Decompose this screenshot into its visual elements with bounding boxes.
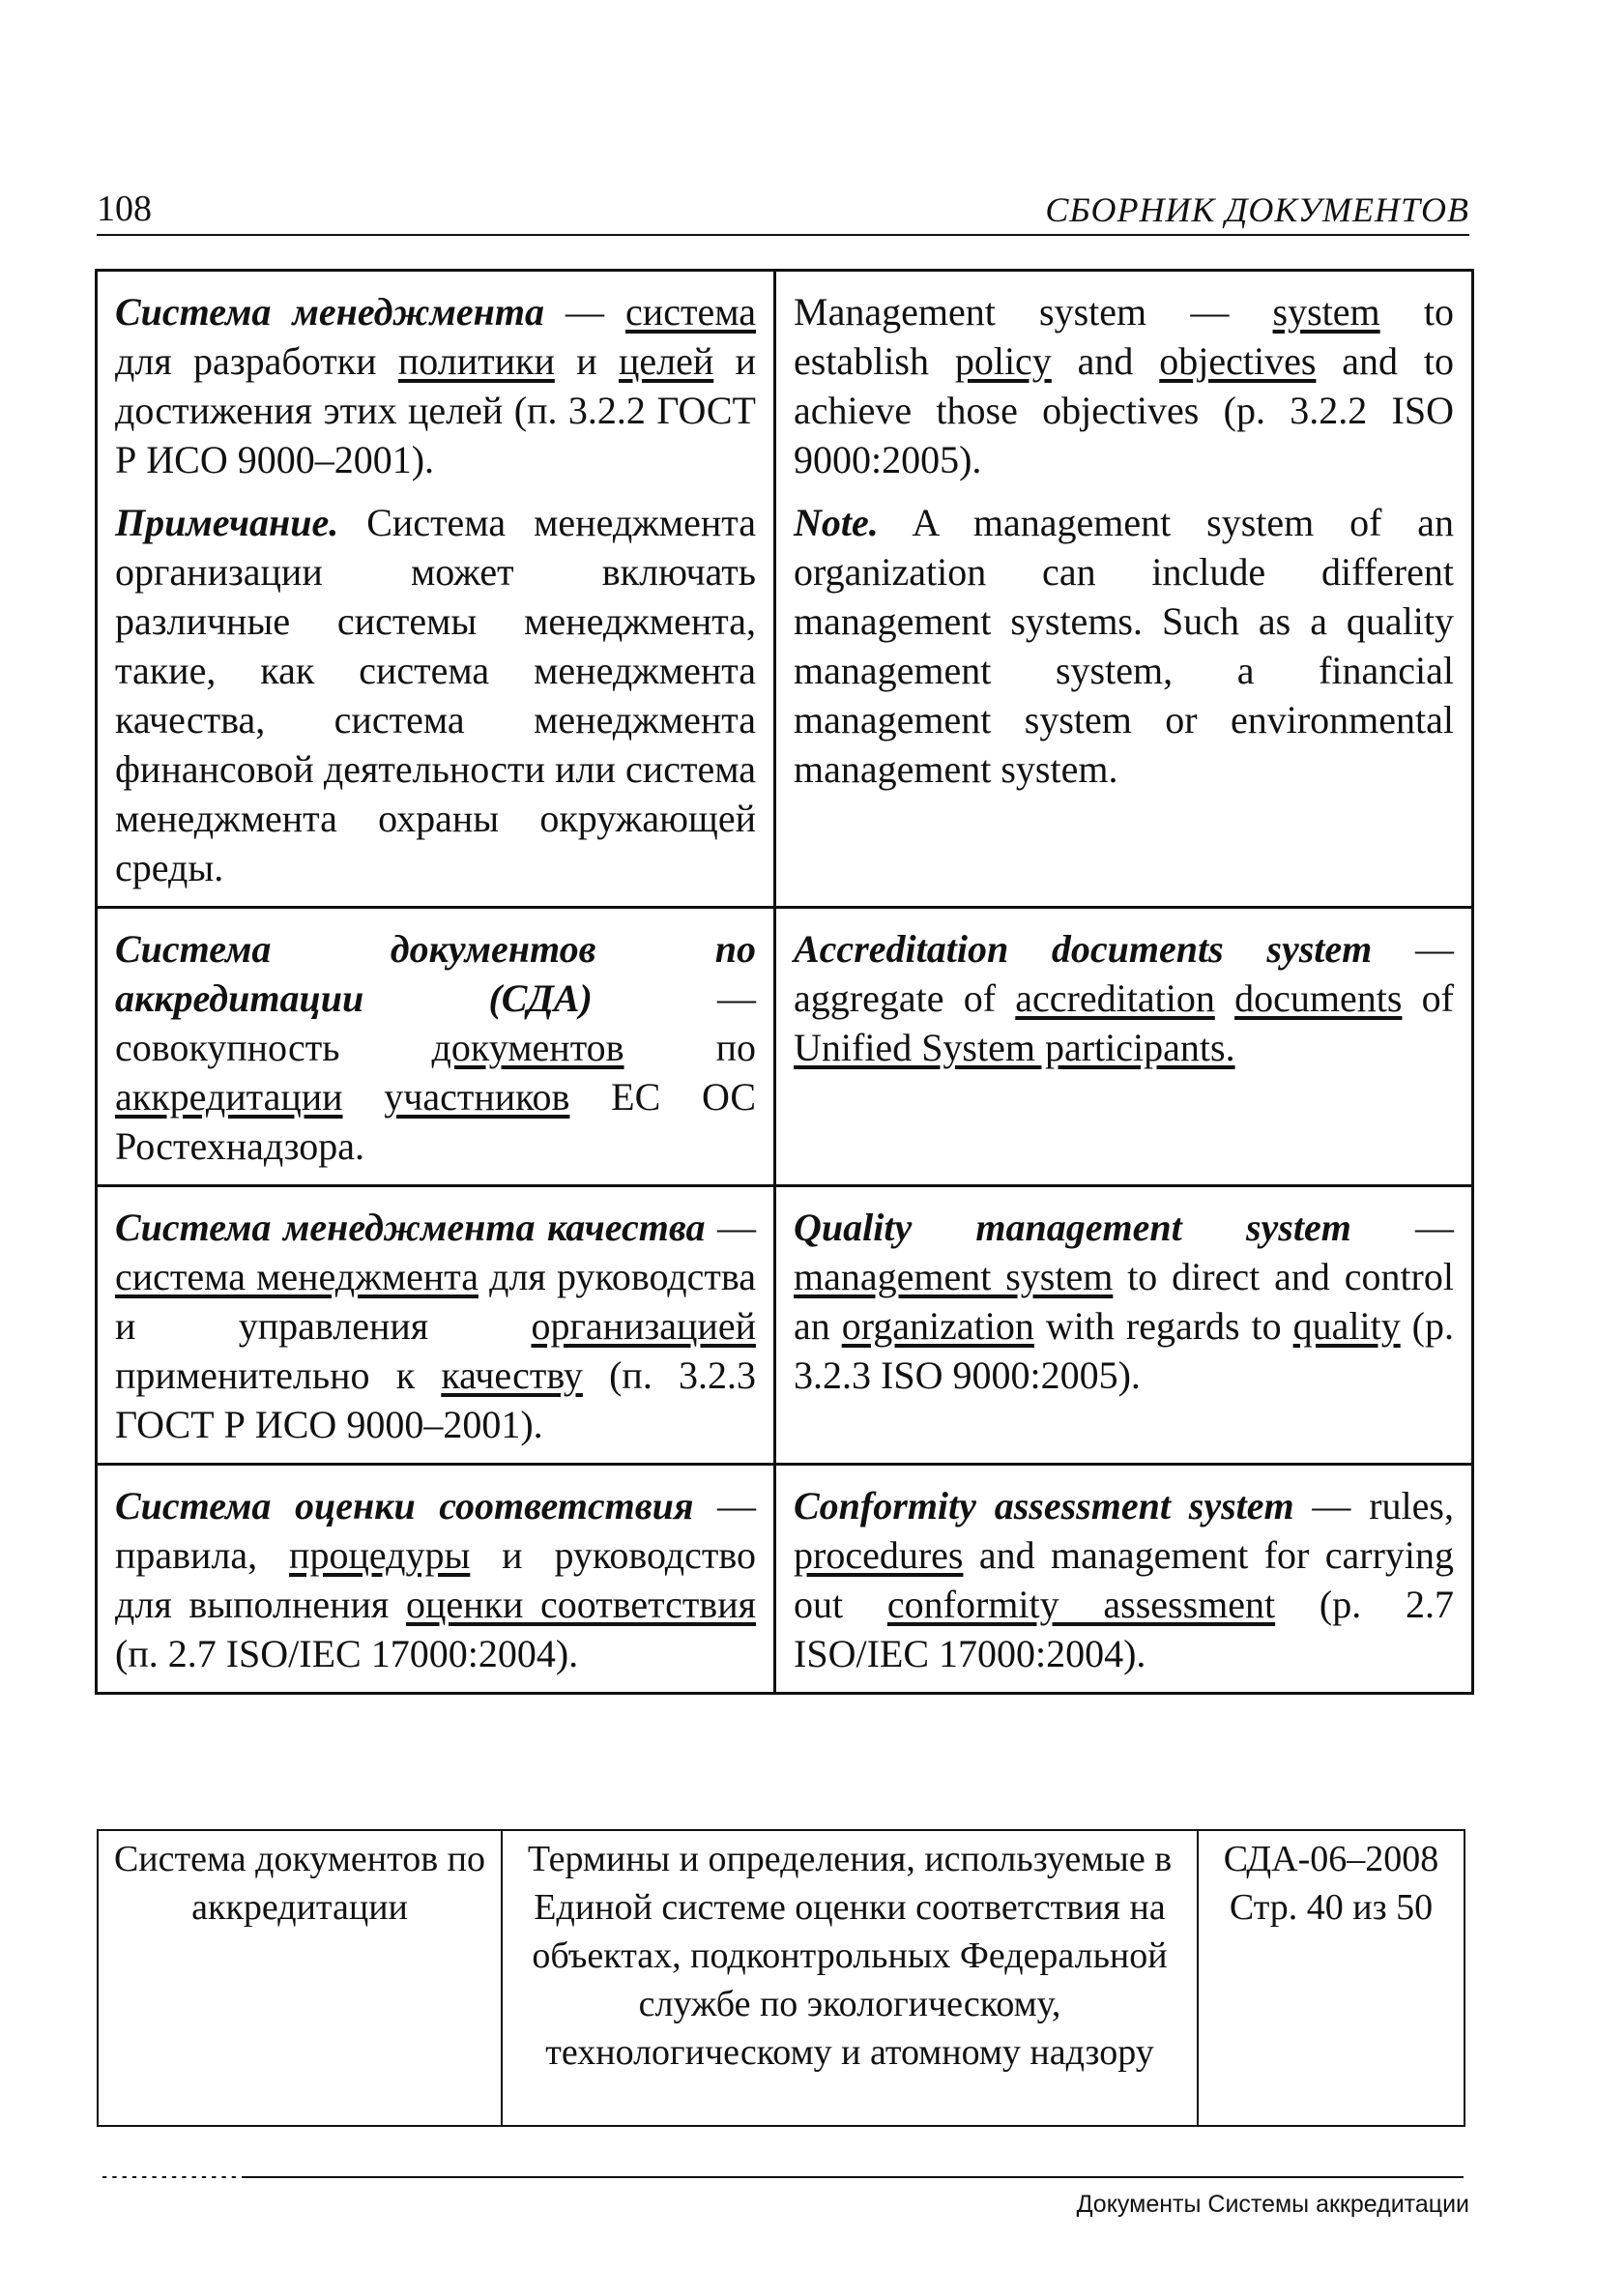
definition-text — [343, 1075, 385, 1119]
definition-text — [1215, 976, 1234, 1020]
term-reference: процедуры — [289, 1533, 471, 1577]
table-row — [97, 271, 1473, 499]
term-reference: conformity assessment — [886, 1583, 1276, 1626]
term-reference: objectives — [1159, 339, 1317, 383]
term-note-ru — [115, 498, 756, 892]
definition-text: — — [543, 290, 626, 334]
definition-text: Система менеджмента организации может включать различные системы менеджмента, такие, как система менеджмента качества, система менеджмента финансовой деятельности или система менеджмента охраны окружающей среды. — [115, 501, 756, 889]
definition-text: — aggregate of — [794, 927, 1455, 1020]
term-name: Система менеджмента качества — [115, 1206, 706, 1249]
definition-text: ЕС ОС Ростехнадзора. — [115, 1075, 756, 1168]
definition-text: — — [705, 1206, 757, 1249]
term-definition-ru — [115, 287, 756, 484]
definition-text: (p. 3.2.3 ISO 9000:2005). — [794, 1304, 1454, 1397]
definition-text: Management system — — [794, 290, 1273, 334]
definition-text: и руководство для выполнения — [115, 1533, 756, 1626]
term-reference: организацией — [531, 1304, 756, 1348]
term-reference: quality — [1292, 1304, 1401, 1348]
definition-text: для разработки — [115, 339, 398, 383]
doc-code-cell — [1198, 1830, 1464, 2126]
term-name: Accreditation documents system — [794, 927, 1373, 971]
definition-text: по — [624, 1026, 756, 1069]
definition-text: и — [554, 339, 619, 383]
term-reference: organization — [841, 1304, 1034, 1348]
term-reference: система — [625, 290, 756, 334]
bottom-caption: Документы Системы аккредитации — [1076, 2191, 1469, 2218]
definition-text: — rules, — [1293, 1484, 1454, 1527]
term-definition-ru — [115, 1203, 756, 1449]
term-reference: целей — [618, 339, 714, 383]
term-name: Система документов по аккредитации (СДА) — [115, 927, 756, 1020]
term-cell-ru — [97, 271, 775, 499]
term-reference: система менеджмента — [115, 1255, 478, 1298]
definition-text: применительно к — [115, 1353, 442, 1397]
term-reference: аккредитации — [115, 1075, 343, 1119]
term-reference: оценки соответствия — [405, 1583, 756, 1626]
term-reference: политики — [397, 339, 555, 383]
term-reference: accreditation — [1015, 976, 1215, 1020]
document-title: Термины и определения, используемые в Единой системе оценки соответствия на объектах, подконтрольных Федеральной службе по экологическому, технологическому и атомному надзору — [527, 1839, 1173, 2073]
term-definition-en — [794, 1481, 1454, 1678]
term-reference: Unified System participants. — [794, 1026, 1235, 1069]
definition-text: and to achieve those objectives (p. 3.2.2 ISO 9000:2005). — [794, 339, 1454, 481]
term-reference: policy — [954, 339, 1052, 383]
term-name: Conformity assessment system — [794, 1484, 1294, 1527]
term-cell-en — [775, 1465, 1473, 1694]
document-title-cell — [502, 1830, 1198, 2126]
definition-text: to establish — [794, 290, 1454, 383]
note-label: Note. — [794, 501, 879, 544]
definition-text: and management for carrying out — [794, 1533, 1454, 1626]
bottom-rule — [97, 2176, 1464, 2178]
definition-text: A management system of an organization can include different management systems. Such as a quality management system, a financial management system or environmental management system. — [794, 501, 1454, 791]
definition-text: (п. 3.2.3 ГОСТ Р ИСО 9000–2001). — [115, 1353, 756, 1446]
page-number: 108 — [97, 189, 152, 229]
system-name-cell — [98, 1830, 502, 2126]
term-definition-ru — [115, 924, 756, 1171]
term-name: Quality management system — [794, 1206, 1351, 1249]
definition-text: (p. 2.7 ISO/IEC 17000:2004). — [794, 1583, 1454, 1675]
term-definition-en — [794, 287, 1454, 484]
page-info: Стр. 40 из 50 — [1229, 1887, 1434, 1928]
bottom-rule-gap — [97, 2176, 242, 2178]
table-row — [97, 1465, 1473, 1694]
term-name: Система оценки соответствия — [115, 1484, 694, 1527]
term-reference: procedures — [794, 1533, 964, 1577]
term-cell-en — [775, 908, 1473, 1186]
definition-text: и достижения этих целей (п. 3.2.2 ГОСТ Р ИСО 9000–2001). — [115, 339, 757, 481]
term-reference: качеству — [441, 1353, 583, 1397]
term-note-en — [794, 498, 1454, 794]
term-reference: documents — [1234, 976, 1403, 1020]
terms-table — [95, 269, 1474, 1695]
term-cell-en — [775, 271, 1473, 499]
system-name: Система документов по аккредитации — [113, 1839, 486, 1928]
definition-text: and — [1051, 339, 1160, 383]
note-label: Примечание. — [115, 501, 339, 544]
note-cell-ru — [97, 498, 775, 908]
term-reference: документов — [431, 1026, 624, 1069]
definition-text: для руководства и управления — [115, 1255, 756, 1348]
table-row — [97, 1186, 1473, 1465]
note-cell-en — [775, 498, 1473, 908]
term-cell-ru — [97, 908, 775, 1186]
table-row — [97, 498, 1473, 908]
term-reference: management system — [794, 1255, 1114, 1298]
term-reference: system — [1272, 290, 1380, 334]
definition-text: (п. 2.7 ISO/IEC 17000:2004). — [115, 1632, 579, 1675]
definition-text: with regards to — [1033, 1304, 1293, 1348]
page-header — [97, 182, 1469, 236]
definition-text: — правила, — [115, 1484, 757, 1577]
term-cell-en — [775, 1186, 1473, 1465]
running-title: СБОРНИК ДОКУМЕНТОВ — [1045, 190, 1469, 229]
doc-code: СДА-06–2008 — [1223, 1839, 1439, 1879]
definition-text: of — [1402, 976, 1454, 1020]
term-cell-ru — [97, 1465, 775, 1694]
definition-text: — совокупность — [115, 976, 756, 1069]
term-reference: участников — [384, 1075, 570, 1119]
table-row — [97, 908, 1473, 1186]
term-definition-en — [794, 1203, 1454, 1400]
term-cell-ru — [97, 1186, 775, 1465]
definition-text: — — [1350, 1206, 1454, 1249]
term-definition-en — [794, 924, 1454, 1072]
term-name: Система менеджмента — [115, 290, 544, 334]
definition-text: to direct and control an — [794, 1255, 1454, 1348]
document-footer-table — [97, 1829, 1465, 2127]
term-definition-ru — [115, 1481, 756, 1678]
